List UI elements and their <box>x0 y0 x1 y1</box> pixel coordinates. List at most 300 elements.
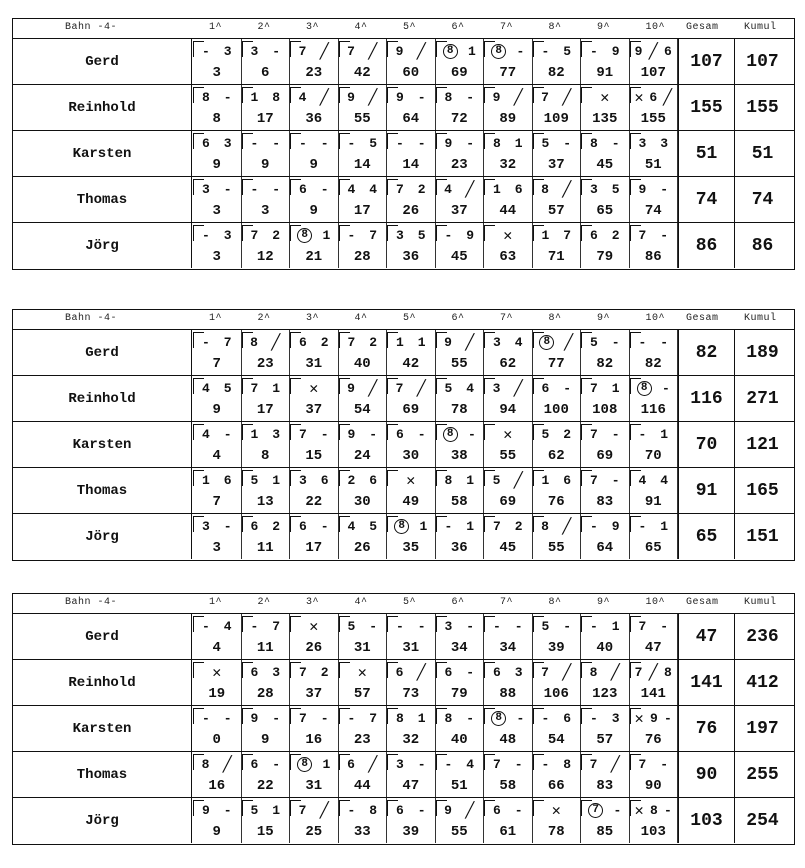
game-table <box>12 18 795 270</box>
frame-header: 3^ <box>306 313 320 324</box>
spare-mark: ╱ <box>663 89 673 107</box>
frame-cumulative: 78 <box>450 402 468 418</box>
frame-balls <box>583 334 627 350</box>
spare-mark: ╱ <box>562 664 572 682</box>
ball-mark: 7 <box>395 380 404 396</box>
ball-mark: 4 <box>298 89 307 105</box>
frame-cell <box>290 660 339 705</box>
ball-mark: - <box>444 227 453 243</box>
frame-header: 2^ <box>257 313 271 324</box>
player-name: Reinhold <box>13 376 192 421</box>
game-total: 76 <box>678 706 734 751</box>
frame-cumulative: 12 <box>256 249 274 265</box>
ball-mark: 7 <box>347 43 355 59</box>
frame-balls <box>292 756 336 772</box>
ball-mark: 7 <box>298 710 307 726</box>
frame-cell <box>436 752 485 797</box>
ball-mark: 2 <box>347 472 356 488</box>
frame-balls <box>632 472 676 488</box>
ball-mark: - <box>250 618 259 634</box>
frame-cumulative: 31 <box>305 356 323 372</box>
frame-cumulative: 103 <box>640 824 666 840</box>
frame-cumulative: 40 <box>450 732 468 748</box>
ball-mark: - <box>563 380 572 396</box>
ball-mark: 8 <box>444 89 453 105</box>
player-name: Thomas <box>13 752 192 797</box>
ball-mark: - <box>417 135 426 151</box>
frame-cell <box>581 376 630 421</box>
ball-mark: 3 <box>611 710 620 726</box>
ball-mark: 6 <box>395 664 404 680</box>
frame-cell <box>436 468 485 513</box>
ball-mark: 5 <box>589 334 598 350</box>
ball-mark: 9 <box>347 380 355 396</box>
frame-cell <box>193 614 242 659</box>
spare-mark: ╱ <box>564 334 574 352</box>
frame-cumulative: 83 <box>596 494 614 510</box>
frame-cell <box>242 798 291 843</box>
ball-mark: - <box>223 518 232 534</box>
frame-cumulative: 31 <box>402 640 420 656</box>
frame-cumulative: 36 <box>305 111 323 127</box>
frame-balls <box>583 426 627 442</box>
frame-cell <box>193 131 242 176</box>
frame-balls <box>195 472 239 488</box>
frame-cell <box>242 376 291 421</box>
frame-cell <box>387 706 436 751</box>
ball-mark: - <box>664 710 672 726</box>
frame-cell <box>387 39 436 84</box>
frame-balls <box>583 710 627 726</box>
ball-mark: 2 <box>272 227 281 243</box>
ball-mark: - <box>492 618 501 634</box>
frame-balls <box>244 756 288 772</box>
frame-header: 2^ <box>257 597 271 608</box>
ball-mark: 7 <box>541 89 549 105</box>
frame-balls <box>292 135 336 151</box>
ball-mark: 8 <box>201 89 210 105</box>
frame-balls <box>535 472 579 488</box>
frame-cell <box>533 39 582 84</box>
frame-cumulative: 66 <box>547 778 565 794</box>
frame-balls <box>292 380 336 396</box>
player-row <box>13 706 794 752</box>
frame-cell <box>387 614 436 659</box>
cumulative-total: 255 <box>734 752 790 797</box>
frame-balls <box>244 334 288 350</box>
cumulative-total: 107 <box>734 39 790 84</box>
frame-cell <box>242 706 291 751</box>
ball-mark: - <box>272 756 281 772</box>
frame-balls <box>486 710 530 726</box>
frame-balls <box>244 618 288 634</box>
ball-mark: 2 <box>514 518 523 534</box>
player-row <box>13 752 794 798</box>
ball-mark: 8 <box>369 802 378 818</box>
spare-mark: ╱ <box>562 518 572 536</box>
strike-mark: ✕ <box>634 802 644 820</box>
frame-cell <box>581 177 630 222</box>
cumulative-total: 236 <box>734 614 790 659</box>
frame-cumulative: 65 <box>596 203 614 219</box>
ball-mark: 2 <box>611 227 620 243</box>
frame-cumulative: 100 <box>543 402 569 418</box>
frame-cumulative: 37 <box>547 157 565 173</box>
frame-balls <box>195 426 239 442</box>
frame-balls <box>438 802 482 818</box>
frame-cumulative: 55 <box>353 111 371 127</box>
frame-cell <box>242 131 291 176</box>
game-header <box>13 19 794 39</box>
ball-mark: 4 <box>466 380 475 396</box>
frame-cumulative: 45 <box>596 157 614 173</box>
spare-mark: ╱ <box>562 181 572 199</box>
frame-cumulative: 51 <box>644 157 662 173</box>
frame-balls <box>244 426 288 442</box>
frame-cell <box>436 177 485 222</box>
ball-mark: - <box>417 802 426 818</box>
frame-balls <box>341 334 385 350</box>
frame-cumulative: 49 <box>402 494 420 510</box>
frame-cumulative: 45 <box>450 249 468 265</box>
frame-cell <box>387 330 436 375</box>
ball-mark: 8 <box>201 756 210 772</box>
frame-cumulative: 3 <box>212 249 221 265</box>
frame-cell <box>436 706 485 751</box>
ball-mark: 7 <box>638 618 647 634</box>
frame-cell <box>290 223 339 268</box>
cumulative-header: Kumul <box>744 313 777 324</box>
frame-cell <box>242 223 291 268</box>
frame-cell <box>484 752 533 797</box>
ball-mark: 1 <box>541 472 550 488</box>
ball-mark: 6 <box>514 181 523 197</box>
ball-mark: 4 <box>223 618 232 634</box>
frame-balls <box>341 710 385 726</box>
frame-cell <box>193 752 242 797</box>
frame-cumulative: 74 <box>644 203 662 219</box>
ball-mark: - <box>660 334 669 350</box>
frame-balls <box>195 181 239 197</box>
frame-header: 9^ <box>597 22 611 33</box>
ball-mark: 1 <box>417 710 426 726</box>
frame-cell <box>581 752 630 797</box>
frame-balls <box>341 227 385 243</box>
frame-cumulative: 33 <box>353 824 371 840</box>
ball-mark: - <box>638 518 647 534</box>
ball-mark: 5 <box>417 227 426 243</box>
ball-mark: 9 <box>444 135 453 151</box>
game-total: 107 <box>678 39 734 84</box>
frame-cell <box>484 223 533 268</box>
ball-mark: - <box>250 135 259 151</box>
strike-mark: ✕ <box>309 380 319 398</box>
frame-cell <box>533 376 582 421</box>
frame-cumulative: 9 <box>212 157 221 173</box>
frame-cumulative: 58 <box>450 494 468 510</box>
ball-mark: 8 <box>541 181 549 197</box>
frame-cell <box>436 85 485 130</box>
frame-balls <box>389 618 433 634</box>
ball-mark: - <box>250 181 259 197</box>
ball-mark: 6 <box>589 227 598 243</box>
ball-mark: - <box>369 618 378 634</box>
cumulative-total: 74 <box>734 177 790 222</box>
frame-cumulative: 51 <box>450 778 468 794</box>
ball-mark: 7 <box>589 380 598 396</box>
frame-cell <box>484 177 533 222</box>
ball-mark: 1 <box>322 756 331 772</box>
cumulative-total: 151 <box>734 514 790 559</box>
ball-mark: 7 <box>541 664 549 680</box>
frame-cell <box>436 422 485 467</box>
frame-cell <box>387 468 436 513</box>
ball-mark: 8 <box>563 756 572 772</box>
frame-balls <box>583 802 627 818</box>
frame-balls <box>535 89 579 105</box>
ball-mark: 3 <box>298 472 307 488</box>
frame-balls <box>389 518 433 534</box>
ball-mark: 8 <box>589 664 598 680</box>
ball-mark: 6 <box>298 181 307 197</box>
frame-cumulative: 55 <box>547 540 565 556</box>
frame-cumulative: 26 <box>353 540 371 556</box>
frame-balls <box>486 472 530 488</box>
ball-mark: 1 <box>541 227 550 243</box>
ball-mark: - <box>395 618 404 634</box>
frame-cumulative: 8 <box>261 448 270 464</box>
ball-mark: 4 <box>347 518 356 534</box>
player-row <box>13 468 794 514</box>
frame-header: 8^ <box>548 597 562 608</box>
frame-cell <box>290 85 339 130</box>
frame-cumulative: 86 <box>644 249 662 265</box>
frame-balls <box>244 664 288 680</box>
ball-mark: - <box>613 802 622 818</box>
player-name: Thomas <box>13 468 192 513</box>
game-total: 155 <box>678 85 734 130</box>
frame-balls <box>292 472 336 488</box>
lane-label: Bahn -4- <box>65 22 118 33</box>
frame-balls <box>583 756 627 772</box>
frame-cell <box>290 514 339 559</box>
ball-mark: 5 <box>369 518 378 534</box>
frame-cumulative: 90 <box>644 778 662 794</box>
frame-balls <box>535 710 579 726</box>
frame-cumulative: 48 <box>499 732 517 748</box>
frame-cumulative: 69 <box>499 494 517 510</box>
frame-balls <box>486 334 530 350</box>
frame-cumulative: 36 <box>450 540 468 556</box>
frame-cumulative: 70 <box>644 448 662 464</box>
frame-cell <box>436 798 485 843</box>
ball-mark: 1 <box>272 802 281 818</box>
frame-balls <box>389 89 433 105</box>
frame-balls <box>292 426 336 442</box>
spare-mark: ╱ <box>648 664 658 682</box>
frame-balls <box>341 756 385 772</box>
frame-cumulative: 17 <box>353 203 371 219</box>
frame-balls <box>195 380 239 396</box>
frame-balls <box>195 664 239 680</box>
split-mark: 8 <box>637 381 652 396</box>
ball-mark: - <box>347 802 356 818</box>
ball-mark: - <box>272 43 281 59</box>
frame-balls <box>535 664 579 680</box>
player-row <box>13 85 794 131</box>
frame-cumulative: 3 <box>212 540 221 556</box>
frame-balls <box>535 334 579 350</box>
frame-cumulative: 32 <box>499 157 517 173</box>
frame-balls <box>438 618 482 634</box>
ball-mark: - <box>201 43 210 59</box>
split-mark: 8 <box>539 335 554 350</box>
frame-cumulative: 64 <box>596 540 614 556</box>
frame-balls <box>389 334 433 350</box>
ball-mark: - <box>444 756 453 772</box>
ball-mark: - <box>589 43 598 59</box>
frame-cell <box>242 177 291 222</box>
ball-mark: 1 <box>466 518 475 534</box>
ball-mark: 3 <box>395 756 404 772</box>
frame-balls <box>244 802 288 818</box>
frame-cumulative: 28 <box>256 686 274 702</box>
frame-balls <box>341 89 385 105</box>
frame-cell <box>290 752 339 797</box>
ball-mark: 1 <box>514 135 523 151</box>
strike-mark: ✕ <box>309 618 319 636</box>
ball-mark: 3 <box>492 380 501 396</box>
frame-cumulative: 82 <box>644 356 662 372</box>
frame-balls <box>438 518 482 534</box>
ball-mark: 7 <box>298 664 307 680</box>
frame-balls <box>195 756 239 772</box>
split-mark: 8 <box>297 757 312 772</box>
ball-mark: 7 <box>634 664 643 680</box>
ball-mark: 9 <box>395 89 404 105</box>
frame-cell <box>193 514 242 559</box>
frame-balls <box>438 710 482 726</box>
ball-mark: 3 <box>589 181 598 197</box>
game-table <box>12 593 795 845</box>
lane-label: Bahn -4- <box>65 597 118 608</box>
frame-balls <box>195 518 239 534</box>
ball-mark: - <box>516 43 525 59</box>
spare-mark: ╱ <box>513 472 523 490</box>
ball-mark: - <box>223 426 232 442</box>
frame-cell <box>533 706 582 751</box>
ball-mark: 4 <box>466 756 475 772</box>
frame-cumulative: 23 <box>305 65 323 81</box>
split-mark: 7 <box>588 803 603 818</box>
ball-mark: - <box>514 618 523 634</box>
ball-mark: 3 <box>250 43 259 59</box>
frame-cell <box>436 131 485 176</box>
frame-cell <box>339 798 388 843</box>
split-mark: 8 <box>297 228 312 243</box>
lane-label: Bahn -4- <box>65 313 118 324</box>
frame-balls <box>535 135 579 151</box>
frame-cell <box>193 798 242 843</box>
game-total: 116 <box>678 376 734 421</box>
frame-header: 9^ <box>597 597 611 608</box>
ball-mark: - <box>466 89 475 105</box>
cumulative-total: 121 <box>734 422 790 467</box>
ball-mark: 6 <box>395 802 404 818</box>
ball-mark: 7 <box>369 710 378 726</box>
frame-balls <box>195 710 239 726</box>
frame-balls <box>389 135 433 151</box>
ball-mark: - <box>223 802 232 818</box>
frame-cell <box>581 422 630 467</box>
frame-cumulative: 8 <box>212 111 221 127</box>
frame-cumulative: 72 <box>450 111 468 127</box>
player-name: Gerd <box>13 39 192 84</box>
ball-mark: 9 <box>638 181 647 197</box>
frame-cumulative: 69 <box>402 402 420 418</box>
ball-mark: 8 <box>395 710 404 726</box>
ball-mark: 8 <box>272 89 281 105</box>
frame-cell <box>339 706 388 751</box>
frame-header: 7^ <box>500 597 514 608</box>
frame-cumulative: 38 <box>450 448 468 464</box>
frame-cell <box>193 468 242 513</box>
frame-balls <box>438 181 482 197</box>
frame-balls <box>486 802 530 818</box>
ball-mark: 6 <box>223 472 232 488</box>
ball-mark: - <box>514 802 523 818</box>
frame-cumulative: 58 <box>499 778 517 794</box>
frame-cumulative: 9 <box>261 732 270 748</box>
frame-cumulative: 91 <box>596 65 614 81</box>
frame-balls <box>292 802 336 818</box>
ball-mark: - <box>320 181 329 197</box>
ball-mark: - <box>514 756 523 772</box>
frame-cumulative: 109 <box>543 111 569 127</box>
ball-mark: - <box>223 710 232 726</box>
frame-cumulative: 89 <box>499 111 517 127</box>
frame-cell <box>581 706 630 751</box>
ball-mark: 6 <box>250 756 259 772</box>
frame-balls <box>632 380 676 396</box>
player-row <box>13 798 794 843</box>
ball-mark: 7 <box>492 756 501 772</box>
spare-mark: ╱ <box>368 380 378 398</box>
ball-mark: 8 <box>649 802 658 818</box>
frame-cumulative: 60 <box>402 65 420 81</box>
ball-mark: 7 <box>298 43 307 59</box>
frame-balls <box>583 472 627 488</box>
frame-balls <box>632 181 676 197</box>
ball-mark: 7 <box>638 227 647 243</box>
spare-mark: ╱ <box>368 89 378 107</box>
ball-mark: - <box>516 710 525 726</box>
cumulative-total: 165 <box>734 468 790 513</box>
cumulative-header: Kumul <box>744 597 777 608</box>
frame-cumulative: 61 <box>499 824 517 840</box>
frame-balls <box>535 802 579 818</box>
frame-cell <box>290 614 339 659</box>
frame-header: 3^ <box>306 22 320 33</box>
ball-mark: 5 <box>541 618 550 634</box>
ball-mark: 8 <box>444 710 453 726</box>
ball-mark: 4 <box>444 181 452 197</box>
ball-mark: 5 <box>369 135 378 151</box>
frame-balls <box>486 181 530 197</box>
frame-cumulative: 79 <box>596 249 614 265</box>
frame-cell <box>339 660 388 705</box>
frame-cumulative: 30 <box>353 494 371 510</box>
